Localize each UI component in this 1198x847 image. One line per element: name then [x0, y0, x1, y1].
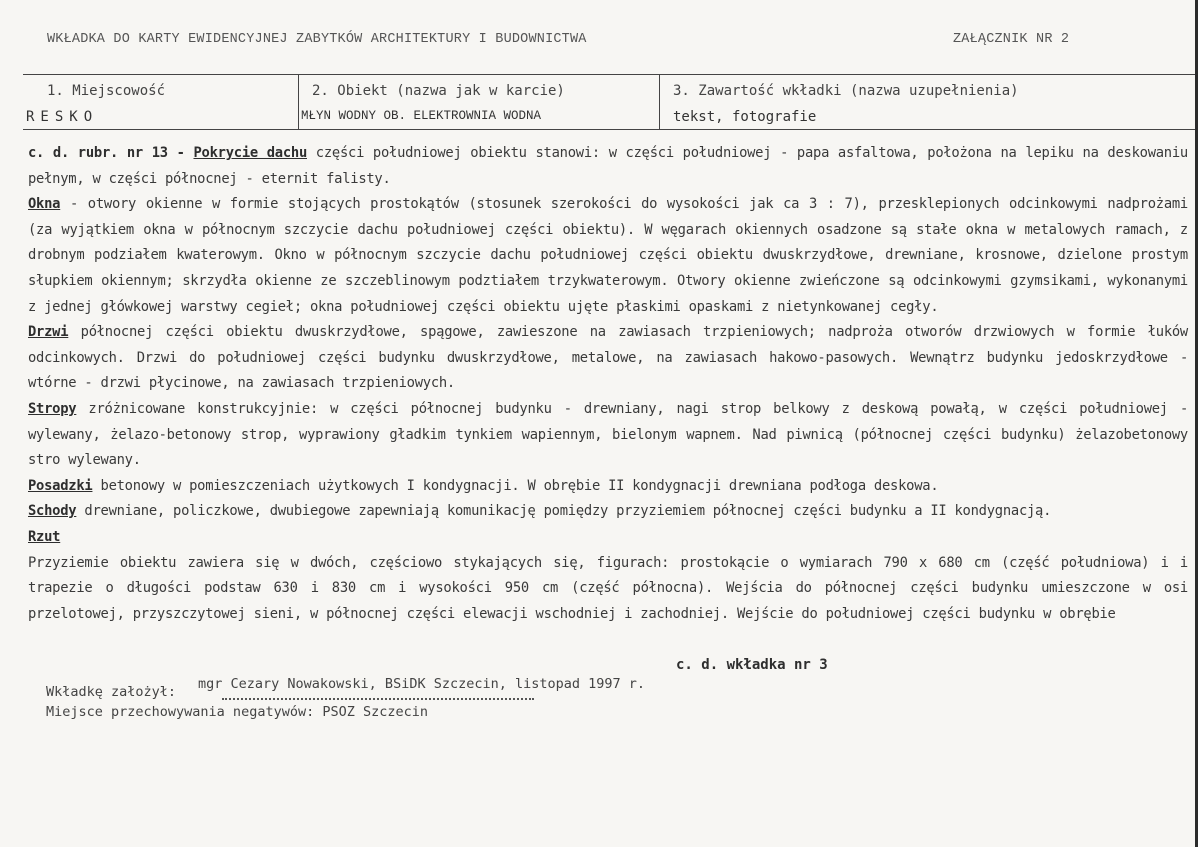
- plan-heading: Rzut: [28, 528, 61, 545]
- ceilings-paragraph: [28, 397, 1188, 474]
- floors-paragraph: [28, 474, 1188, 500]
- creator-label: Wkładkę założył:: [46, 684, 177, 700]
- ceilings-text: zróżnicowane konstrukcyjnie: w części północnej budynku - drewniany, nagi strop belkowy z deskową powałą, w części południowej - wylewany, żelazo-betonowy strop, wyprawiony gładkim tynkiem wapiennym, bielonym wapnem. Nad piwnicą (północnej części budynku) żelazobetonowy stro wylewany.: [28, 400, 1188, 469]
- floors-heading: Posadzki: [28, 477, 93, 494]
- locality-label: 1. Miejscowość: [47, 83, 166, 99]
- contents-label: 3. Zawartość wkładki (nazwa uzupełnienia): [673, 83, 1019, 99]
- creator-value: mgr Cezary Nowakowski, BSiDK Szczecin, listopad 1997 r.: [198, 676, 646, 692]
- document-title: WKŁADKA DO KARTY EWIDENCYJNEJ ZABYTKÓW ARCHITEKTURY I BUDOWNICTWA: [47, 32, 587, 47]
- windows-paragraph: [28, 192, 1188, 320]
- stairs-text: drewniane, policzkowe, dwubiegowe zapewniają komunikację pomiędzy przyziemiem północnej części budynku a II kondygnacją.: [76, 503, 1052, 520]
- continuation-prefix: c. d. rubr. nr 13 -: [28, 145, 194, 161]
- object-label: 2. Obiekt (nazwa jak w karcie): [312, 83, 565, 99]
- info-table: [23, 74, 1198, 130]
- contents-cell: [659, 75, 1198, 129]
- windows-heading: Okna: [28, 196, 61, 213]
- locality-cell: [23, 75, 298, 129]
- contents-value: tekst, fotografie: [673, 109, 817, 125]
- doors-heading: Drzwi: [28, 324, 69, 341]
- negatives-location: Miejsce przechowywania negatywów: PSOZ Szczecin: [46, 704, 429, 720]
- roof-text: części południowej obiektu stanowi: w części południowej - papa asfaltowa, położona na lepiku na deskowaniu pełnym, w części północnej - eternit falisty.: [28, 145, 1188, 187]
- roof-heading: Pokrycie dachu: [193, 145, 307, 161]
- windows-text: - otwory okienne w formie stojących prostokątów (stosunek szerokości do wysokości jak ca 3 : 7), przesklepionych odcinkowymi nadprożami (za wyjątkiem okna w północnym szczycie dachu południowej części obiektu). W węgarach okiennych osadzone są stałe okna w metalowych ramach, z drobnym podziałem kwaterowym. Okno w północnym szczycie dachu południowej części obiektu dwuskrzydłowe, drewniane, krosnowe, dzielone prostym słupkiem okiennym; skrzydła okienne ze szczeblinowym podztiałem trzykwaterowym. Otwory okienne zwieńczone są odcinkowymi gzymsikami, wykonanymi z jednej główkowej warstwy cegieł; okna południowej części obiektu ujęte płaskimi opaskami z nietynkowanej cegły.: [28, 196, 1188, 315]
- floors-text: betonowy w pomieszczeniach użytkowych I kondygnacji. W obrębie II kondygnacji drewniana podłoga deskowa.: [92, 477, 939, 494]
- roof-paragraph: [28, 141, 1188, 192]
- plan-text: Przyziemie obiektu zawiera się w dwóch, częściowo stykających się, figurach: prostokącie o wymiarach 790 x 680 cm (część południowa) i i trapezie o długości podstaw 630 i 830 cm i wysokości 950 cm (część północna). Wejścia do północnej części budynku umieszczone w osi przelotowej, przyszczytowej sieni, w północnej części elewacji wschodniej i zachodniej. Wejście do południowej części budynku w obrębie: [28, 554, 1188, 622]
- attachment-number: ZAŁĄCZNIK NR 2: [953, 32, 1070, 47]
- object-cell: [298, 75, 659, 129]
- stairs-paragraph: [28, 499, 1188, 525]
- locality-value: RESKO: [26, 109, 99, 125]
- object-value: MŁYN WODNY OB. ELEKTROWNIA WODNA: [301, 109, 542, 123]
- doors-paragraph: [28, 320, 1188, 397]
- ceilings-heading: Stropy: [28, 400, 77, 417]
- plan-heading-line: [28, 525, 1188, 551]
- description-body: [28, 141, 1188, 627]
- doors-text: północnej części obiektu dwuskrzydłowe, spągowe, zawieszone na zawiasach trzpieniowych; nadproża otworów drzwiowych w formie łuków odcinkowych. Drzwi do południowej części budynku dwuskrzydłowe, metalowe, na zawiasach hakowo-pasowych. Wewnątrz budynku jedoskrzydłowe - wtórne - drzwi płycinowe, na zawiasach trzpieniowych.: [28, 324, 1188, 392]
- stairs-heading: Schody: [28, 503, 77, 520]
- continued-note: c. d. wkładka nr 3: [676, 657, 828, 673]
- plan-paragraph: [28, 551, 1188, 628]
